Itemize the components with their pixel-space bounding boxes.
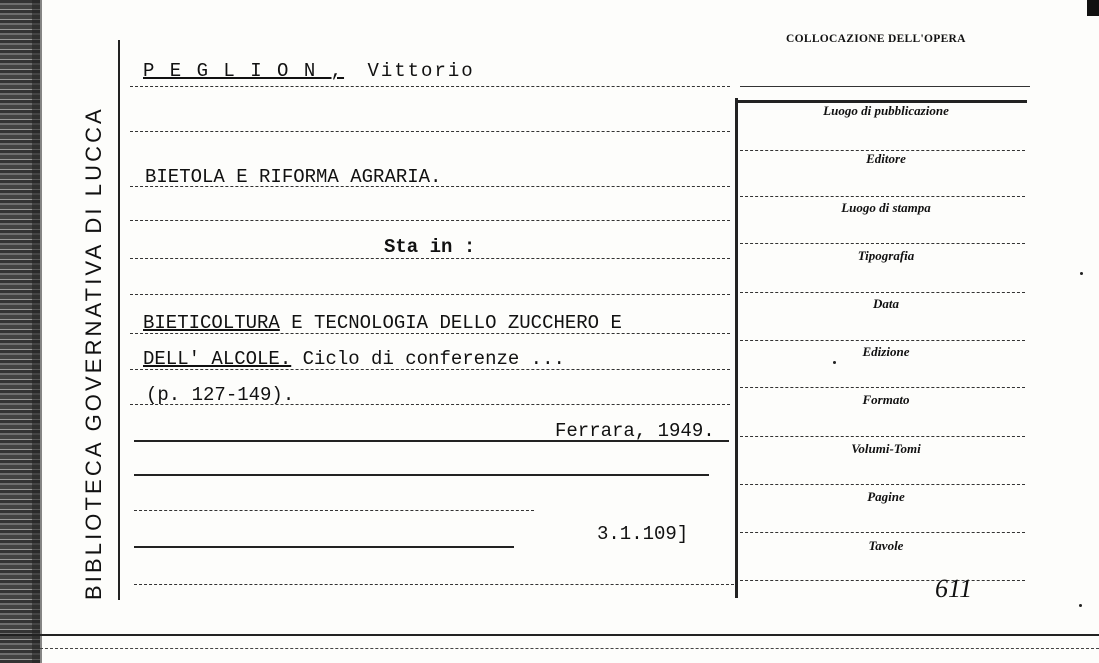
card-bottom-rule xyxy=(40,648,1099,649)
host-line-2-rest: Ciclo di conferenze ... xyxy=(302,348,565,370)
author-first-name: Vittorio xyxy=(367,60,475,82)
rule xyxy=(740,340,1025,341)
rule xyxy=(740,484,1025,485)
right-column-divider xyxy=(735,98,738,598)
rule xyxy=(740,532,1025,533)
host-line-1-rest: E TECNOLOGIA DELLO ZUCCHERO E xyxy=(291,312,622,334)
field-pagine: Pagine xyxy=(867,489,905,504)
rule xyxy=(134,546,514,548)
field-edizione: Edizione xyxy=(862,344,910,359)
field-luogo-pubblicazione: Luogo di pubblicazione xyxy=(823,103,949,118)
rule xyxy=(130,294,730,295)
card-bottom-edge xyxy=(0,634,1099,636)
rule xyxy=(130,258,730,259)
handwritten-number: 611 xyxy=(935,574,973,603)
rule xyxy=(130,404,730,405)
rule xyxy=(134,440,729,442)
card-right-edge xyxy=(1087,0,1099,16)
author-line xyxy=(143,60,475,82)
title-line: BIETOLA E RIFORMA AGRARIA. xyxy=(145,166,442,188)
sta-in-label: Sta in : xyxy=(384,236,476,258)
field-luogo-stampa: Luogo di stampa xyxy=(841,200,931,215)
rule xyxy=(134,584,734,585)
place-date: Ferrara, 1949. xyxy=(555,420,715,442)
rule xyxy=(130,131,730,132)
rule xyxy=(740,292,1025,293)
rule xyxy=(130,186,730,187)
host-line-2-underlined: DELL' ALCOLE. xyxy=(143,348,292,370)
rule xyxy=(740,580,1025,581)
rule xyxy=(130,220,730,221)
rule xyxy=(740,86,1030,87)
rule xyxy=(130,86,730,87)
field-data: Data xyxy=(873,296,899,311)
rule xyxy=(740,243,1025,244)
field-tavole: Tavole xyxy=(868,538,904,553)
field-formato: Formato xyxy=(862,392,910,407)
pages-line: (p. 127-149). xyxy=(146,384,295,406)
rule xyxy=(134,474,709,476)
host-line-2 xyxy=(143,348,565,370)
field-volumi-tomi: Volumi-Tomi xyxy=(851,441,921,456)
field-tipografia: Tipografia xyxy=(857,248,915,263)
library-name-vertical: BIBLIOTECA GOVERNATIVA DI LUCCA xyxy=(81,106,106,600)
rule xyxy=(134,510,534,511)
rule xyxy=(740,436,1025,437)
rule xyxy=(130,333,730,334)
speck xyxy=(1079,604,1082,607)
field-editore: Editore xyxy=(866,151,906,166)
host-line-1-underlined: BIETICOLTURA xyxy=(143,312,280,334)
speck xyxy=(1080,272,1083,275)
rule xyxy=(130,369,730,370)
speck xyxy=(833,361,836,364)
rule xyxy=(740,387,1025,388)
margin-rule xyxy=(118,40,120,600)
header-collocazione: COLLOCAZIONE DELL'OPERA xyxy=(786,33,966,45)
host-line-1 xyxy=(143,312,622,334)
author-surname: P E G L I O N , xyxy=(143,60,345,82)
rule xyxy=(740,196,1025,197)
shelfmark: 3.1.109] xyxy=(597,523,689,545)
card-left-edge-dark xyxy=(32,0,42,663)
